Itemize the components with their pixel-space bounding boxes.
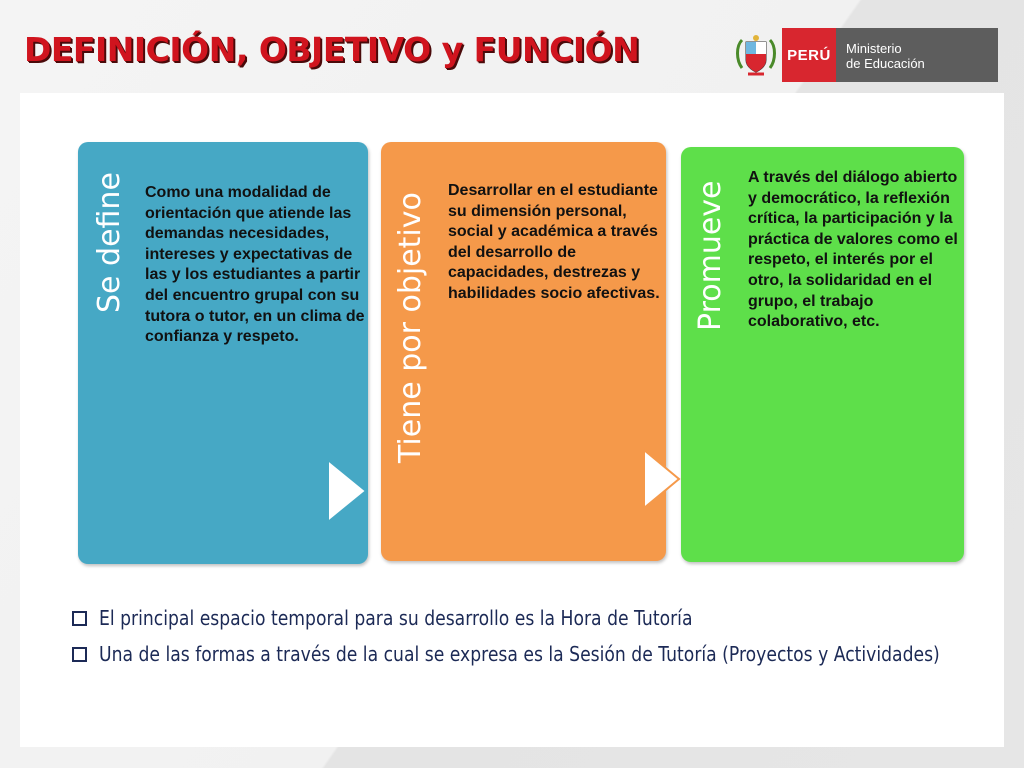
slide-title: DEFINICIÓN, OBJETIVO y FUNCIÓN (24, 30, 640, 69)
card-label-promueve: Promueve (693, 180, 728, 331)
ministry-line-1: Ministerio (846, 41, 902, 56)
card-text-se-define: Como una modalidad de orientación que atiende las demandas necesidades, intereses y expectativas de las y los estudiantes a partir del encuentro grupal con su tutora o tutor, en un clima de confianza y respeto. (145, 184, 365, 346)
ministry-name (836, 28, 998, 82)
peru-label: PERÚ (782, 28, 836, 82)
card-label-se-define: Se define (92, 172, 127, 313)
ministry-logo (734, 28, 998, 82)
card-text-tiene-por-objetivo: Desarrollar en el estudiante su dimensión personal, social y académica a través del desarrollo de capacidades, destrezas y habilidades socio afectivas. (448, 182, 660, 302)
list-item (72, 637, 1002, 671)
bullet-text: Una de las formas a través de la cual se expresa es la Sesión de Tutoría (Proyectos y Actividades) (99, 642, 940, 666)
list-item (72, 601, 1002, 635)
card-text-promueve: A través del diálogo abierto y democrático, la reflexión crítica, la participación y la práctica de valores como el respeto, el interés por el otro, la solidaridad en el grupo, el trabajo colaborativo, etc. (748, 169, 958, 331)
ministry-line-2: de Educación (846, 56, 925, 71)
chevron-right-icon (326, 458, 370, 524)
bullet-text: El principal espacio temporal para su desarrollo es la Hora de Tutoría (99, 606, 693, 630)
coat-of-arms-icon (734, 30, 778, 80)
chevron-right-icon (642, 448, 682, 510)
checkbox-icon (72, 611, 87, 626)
bullet-list (72, 601, 1002, 671)
checkbox-icon (72, 647, 87, 662)
card-label-tiene-por-objetivo: Tiene por objetivo (393, 192, 428, 463)
